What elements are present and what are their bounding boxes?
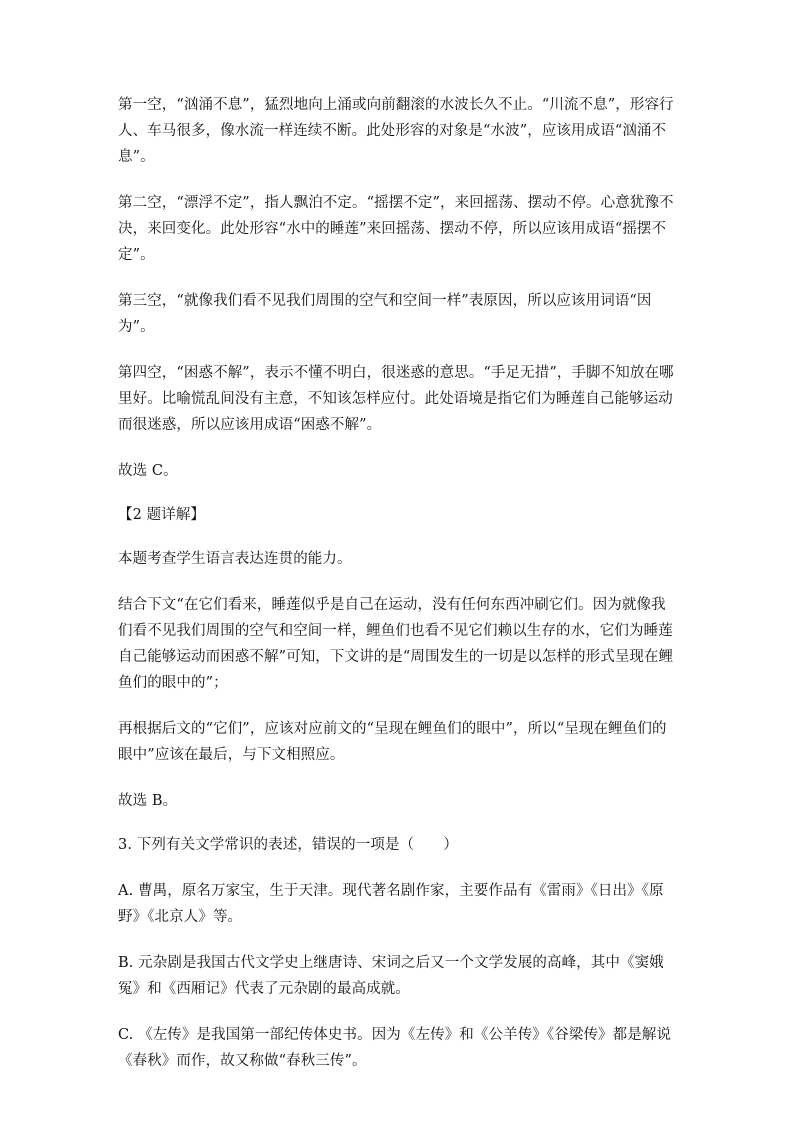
blank-3-explanation: 第三空，“就像我们看不见我们周围的空气和空间一样”表原因，所以应该用词语“因为”。 [118,293,652,335]
option-c: C. 《左传》是我国第一部纪传体史书。因为《左传》和《公羊传》《谷梁传》都是解说《春秋》而作，故又称做“春秋三传”。 [118,1027,672,1069]
blank-1-explanation: 第一空，“汹涌不息”，猛烈地向上涌或向前翻滚的水波长久不止。“川流不息”，形容行人、车马很多，像水流一样连续不断。此处形容的对象是“水波”，应该用成语“汹涌不息”。 [118,97,674,165]
question-2-analysis-2: 再根据后文的“它们”，应该对应前文的“呈现在鲤鱼们的眼中”，所以“呈现在鲤鱼们的眼中”应该在最后，与下文相照应。 [118,721,667,763]
question-2-analysis-1: 结合下文“在它们看来，睡莲似乎是自己在运动，没有任何东西冲刷它们。因为就像我们看不见我们周围的空气和空间一样，鲤鱼们也看不见它们赖以生存的水，它们为睡莲自己能够运动而困惑不解”可知，下文讲的是“周围发生的一切是以怎样的形式呈现在鲤鱼们的眼中的”； [118,597,674,691]
question-2-heading: 【2 题详解】 [118,507,206,523]
answer-c: 故选 C。 [118,463,178,479]
option-a: A. 曹禺，原名万家宝，生于天津。现代著名剧作家，主要作品有《雷雨》《日出》《原野》《北京人》等。 [118,883,664,925]
answer-b: 故选 B。 [118,793,178,809]
question-3-stem: 3. 下列有关文学常识的表述，错误的一项是（ ） [118,837,458,853]
blank-4-explanation: 第四空，“困惑不解”，表示不懂不明白，很迷惑的意思。“手足无措”，手脚不知放在哪里好。比喻慌乱间没有主意，不知该怎样应付。此处语境是指它们为睡莲自己能够运动而很迷惑，所以应该用成语“困惑不解”。 [118,365,674,433]
question-2-intro: 本题考查学生语言表达连贯的能力。 [118,551,352,567]
document-body [118,92,678,1094]
blank-2-explanation: 第二空，“漂浮不定”，指人飘泊不定。“摇摆不定”，来回摇荡、摆动不停。心意犹豫不决，来回变化。此处形容“水中的睡莲”来回摇荡、摆动不停，所以应该用成语“摇摆不定”。 [118,195,674,263]
option-b: B. 元杂剧是我国古代文学史上继唐诗、宋词之后又一个文学发展的高峰，其中《窦娥冤》和《西厢记》代表了元杂剧的最高成就。 [118,955,664,997]
